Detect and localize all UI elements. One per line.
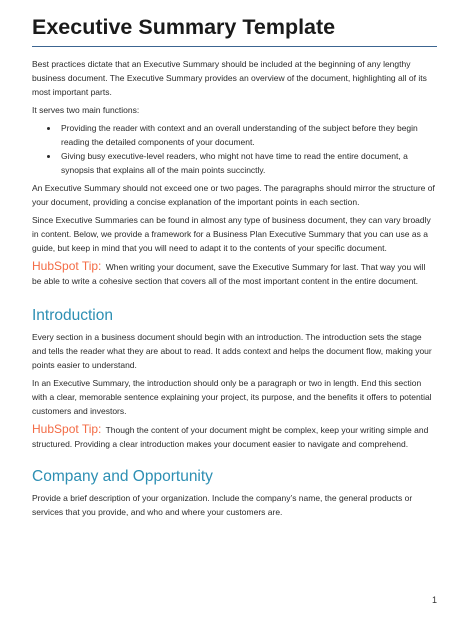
- company-paragraph: Provide a brief description of your organization. Include the company’s name, the general products or services that you provide, and who and where your customers are.: [32, 493, 413, 518]
- hubspot-tip-1: [32, 259, 437, 288]
- functions-list: [32, 121, 437, 177]
- length-paragraph: An Executive Summary should not exceed one or two pages. The paragraphs should mirror the structure of your document, providing a concise explanation of the important points in each section.: [32, 182, 435, 207]
- page-number: 1: [431, 595, 437, 605]
- functions-lead: It serves two main functions:: [32, 104, 140, 115]
- introduction-heading: Introduction: [32, 306, 113, 324]
- tip-text: When writing your document, save the Executive Summary for last. That way you will be able to write a cohesive section that covers all of the most important content in the entire document.: [32, 261, 426, 286]
- introduction-paragraph-1: Every section in a business document should begin with an introduction. The introduction sets the stage and tells the reader what they are about to read. It adds context and helps the document flow, making your points easier to understand.: [32, 332, 432, 371]
- tip-text: Though the content of your document might be complex, keep your writing simple and structured. Providing a clear introduction makes your document easier to navigate and comprehend.: [32, 425, 429, 450]
- tip-label: HubSpot Tip:: [32, 258, 102, 273]
- list-item: • Giving busy executive-level readers, who might not have time to read the entire document, a synopsis that explains all of the main points succinctly.: [59, 149, 437, 177]
- list-item: • Providing the reader with context and an overall understanding of the subject before they begin reading the detailed components of your document.: [59, 121, 437, 149]
- intro-paragraph: Best practices dictate that an Executive Summary should be included at the beginning of any lengthy business document. The Executive Summary provides an overview of the document, highlighting all of its most important parts.: [32, 58, 427, 97]
- framework-paragraph: Since Executive Summaries can be found in almost any type of business document, they can vary broadly in content. Below, we provide a framework for a Business Plan Executive Summary that you can use as a guide, but keep in mind that you will need to adapt it to the contents of your specific document.: [32, 214, 431, 253]
- document-title: Executive Summary Template: [32, 14, 437, 47]
- company-heading: Company and Opportunity: [32, 468, 213, 486]
- tip-label: HubSpot Tip:: [32, 422, 102, 437]
- introduction-paragraph-2: In an Executive Summary, the introduction should only be a paragraph or two in length. End this section with a clear, memorable sentence explaining your project, its purpose, and the benefits it offers to potential customers and investors.: [32, 378, 432, 417]
- hubspot-tip-2: [32, 422, 437, 451]
